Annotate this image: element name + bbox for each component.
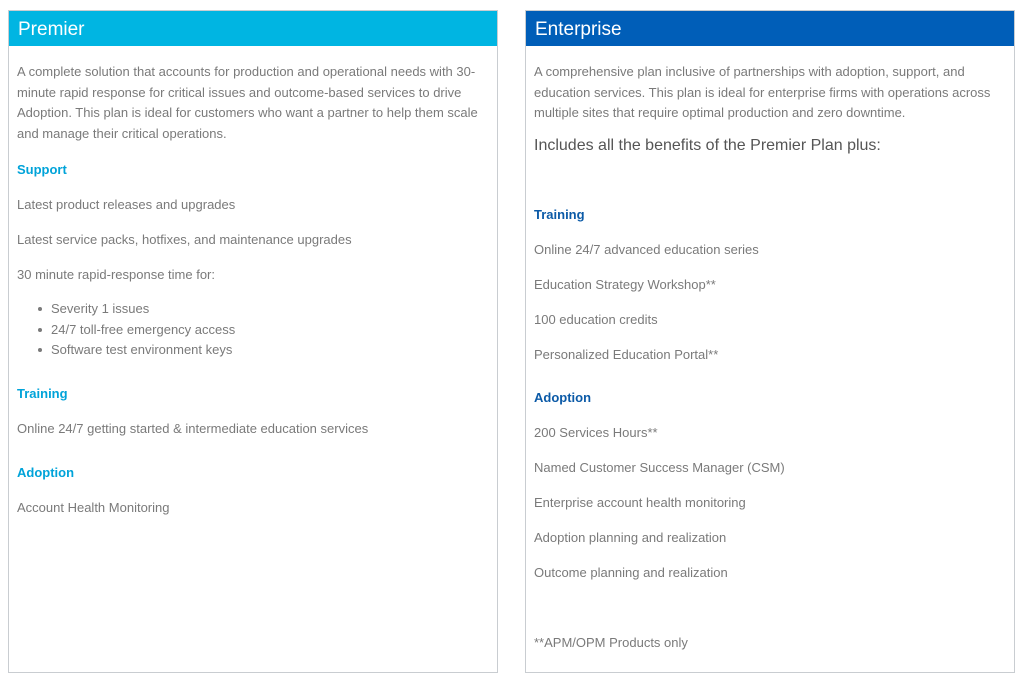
premier-bullet-item: 24/7 toll-free emergency access (51, 320, 489, 341)
enterprise-training-title: Training (534, 206, 585, 222)
enterprise-includes-heading: Includes all the benefits of the Premier Plan plus: (534, 136, 881, 154)
premier-support-item: Latest service packs, hotfixes, and maintenance upgrades (17, 232, 352, 247)
enterprise-training-item: Education Strategy Workshop** (534, 276, 716, 292)
premier-support-item: 30 minute rapid-response time for: (17, 267, 215, 282)
enterprise-plan-card (525, 10, 1015, 673)
enterprise-header (526, 11, 1014, 46)
enterprise-adoption-item: Outcome planning and realization (534, 564, 728, 580)
premier-body (9, 46, 497, 517)
enterprise-title: Enterprise (535, 19, 622, 40)
enterprise-adoption-item: Adoption planning and realization (534, 529, 727, 545)
enterprise-description: A comprehensive plan inclusive of partnerships with adoption, support, and education services. This plan is ideal for enterprise firms with operations across multiple sites that require optimal production and zero downtime. (534, 64, 991, 120)
premier-description: A complete solution that accounts for production and operational needs with 30-minute rapid response for critical issues and outcome-based services to drive Adoption. This plan is ideal for customers who want a partner to help them scale and manage their critical operations. (17, 64, 478, 141)
enterprise-training-item: Personalized Education Portal** (534, 346, 719, 362)
premier-adoption-item: Account Health Monitoring (17, 499, 170, 515)
premier-support-bullet-list (17, 299, 489, 361)
enterprise-adoption-item: Named Customer Success Manager (CSM) (534, 459, 785, 475)
enterprise-body (526, 46, 1014, 652)
premier-training-item: Online 24/7 getting started & intermediate education services (17, 420, 369, 436)
premier-bullet-item: Severity 1 issues (51, 299, 489, 320)
enterprise-footnote: **APM/OPM Products only (534, 634, 688, 650)
premier-title: Premier (18, 19, 85, 40)
enterprise-training-item: Online 24/7 advanced education series (534, 241, 759, 257)
enterprise-adoption-item: 200 Services Hours** (534, 424, 658, 440)
enterprise-adoption-item: Enterprise account health monitoring (534, 494, 746, 510)
premier-support-item: Latest product releases and upgrades (17, 197, 236, 212)
premier-adoption-title: Adoption (17, 464, 75, 480)
premier-support-title: Support (17, 162, 67, 177)
enterprise-adoption-title: Adoption (534, 389, 592, 405)
premier-training-title: Training (17, 385, 68, 401)
premier-header (9, 11, 497, 46)
premier-bullet-item: Software test environment keys (51, 340, 489, 361)
premier-plan-card (8, 10, 498, 673)
enterprise-training-item: 100 education credits (534, 311, 658, 327)
